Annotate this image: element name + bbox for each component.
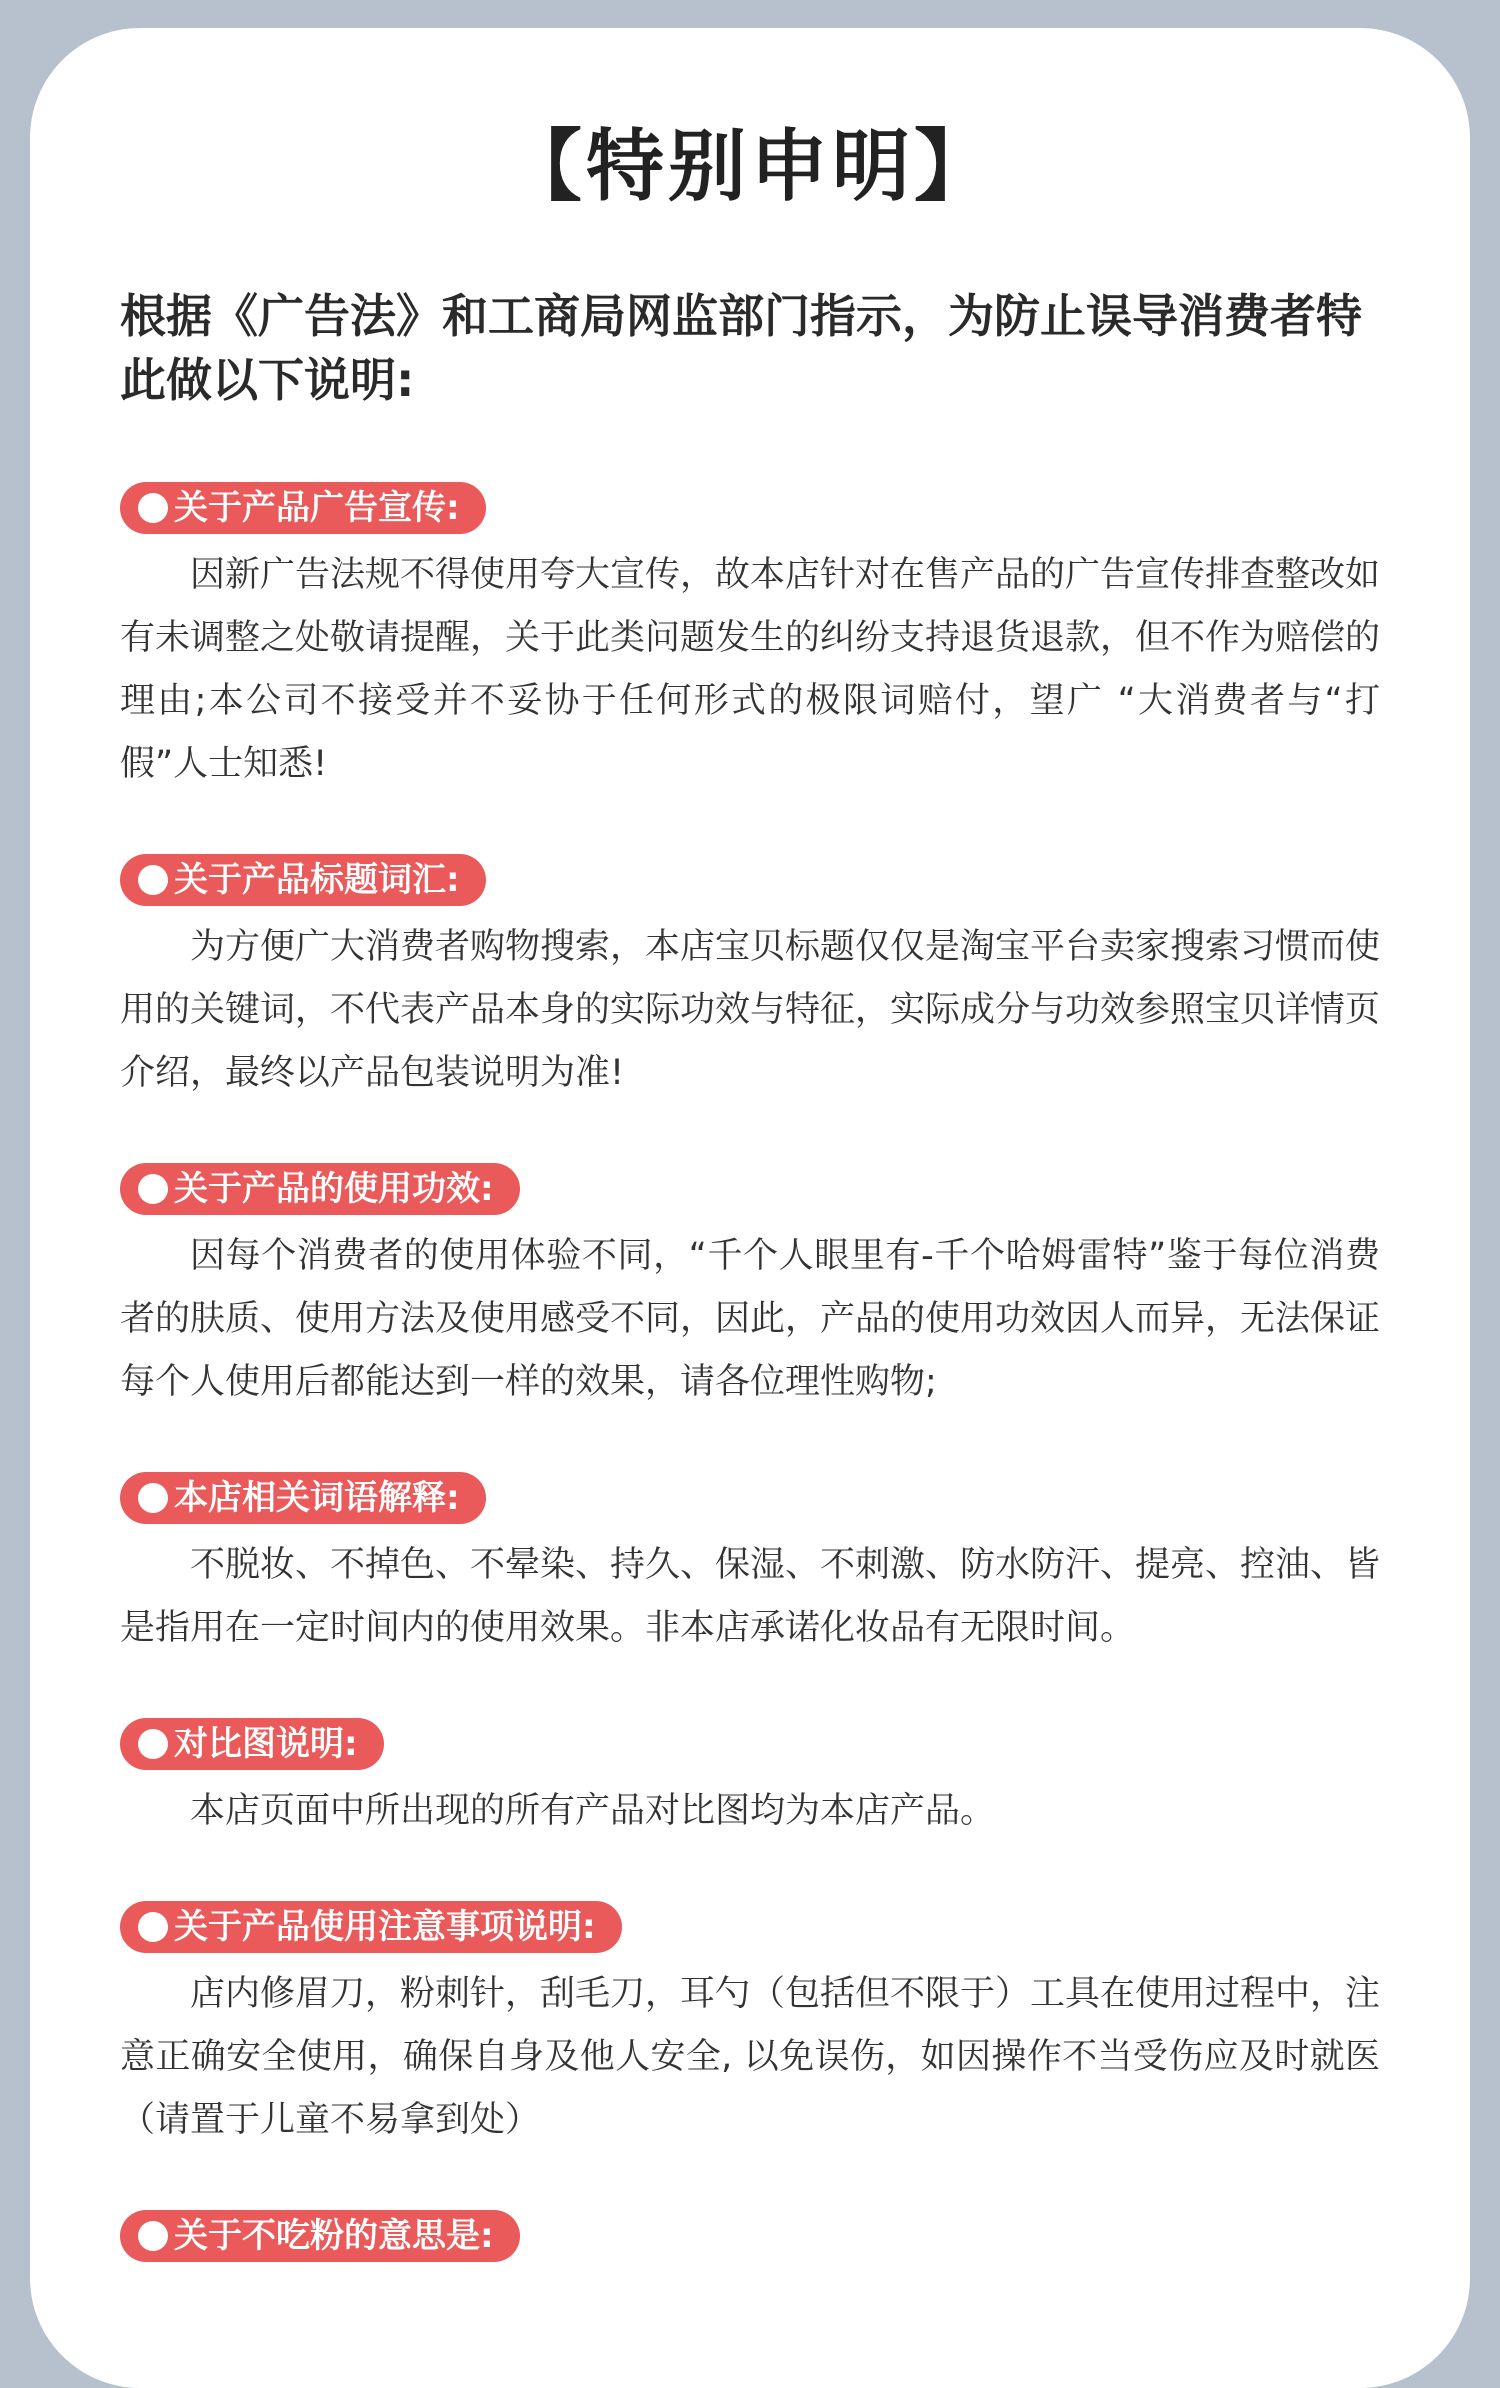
section-heading: 关于产品的使用功效: <box>174 1169 494 1209</box>
section-heading: 关于产品使用注意事项说明: <box>174 1907 596 1947</box>
section-heading: 本店相关词语解释: <box>174 1478 460 1518</box>
section-text: 本店页面中所出现的所有产品对比图均为本店产品。 <box>190 1791 996 1831</box>
bullet-dot-icon <box>138 2221 168 2251</box>
page-title: 【特别申明】 <box>503 122 996 212</box>
section-text: 因新广告法规不得使用夸大宣传，故本店针对在售产品的广告宣传排查整改如有未调整之处敬请提醒，关于此类问题发生的纠纷支持退货退款，但不作为赔偿的理由;本公司不接受并不妥协于任何形式的极限词赔付，望广 “大消费者与“打假”人士知悉! <box>120 555 1381 784</box>
section-heading-badge <box>120 482 486 534</box>
section-usage-effect <box>120 1163 1380 1414</box>
section-ad-promotion <box>120 482 1380 796</box>
section-text: 不脱妆、不掉色、不晕染、持久、保湿、不刺激、防水防汗、提亮、控油、皆是指用在一定时间内的使用效果。非本店承诺化妆品有无限时间。 <box>120 1545 1381 1648</box>
section-text: 因每个消费者的使用体验不同，“千个人眼里有-千个哈姆雷特”鉴于每位消费者的肤质、使用方法及使用感受不同，因此，产品的使用功效因人而异，无法保证每个人使用后都能达到一样的效果，请各位理性购物; <box>120 1236 1381 1402</box>
section-text: 为方便广大消费者购物搜索，本店宝贝标题仅仅是淘宝平台卖家搜索习惯而使用的关键词，不代表产品本身的实际功效与特征，实际成分与功效参照宝贝详情页介绍，最终以产品包装说明为准! <box>120 927 1381 1093</box>
section-heading-badge <box>120 854 486 906</box>
section-heading-badge <box>120 2210 520 2262</box>
section-no-powder-meaning <box>120 2210 1380 2272</box>
section-heading: 对比图说明: <box>174 1724 358 1764</box>
section-title-keywords <box>120 854 1380 1105</box>
section-heading-badge <box>120 1718 384 1770</box>
section-heading-badge <box>120 1163 520 1215</box>
section-heading: 关于产品广告宣传: <box>174 488 460 528</box>
bullet-dot-icon <box>138 1912 168 1942</box>
bullet-dot-icon <box>138 865 168 895</box>
section-text: 店内修眉刀，粉刺针，刮毛刀，耳勺（包括但不限于）工具在使用过程中，注意正确安全使用，确保自身及他人安全, 以免误伤，如因操作不当受伤应及时就医（请置于儿童不易拿到处） <box>120 1974 1381 2140</box>
section-heading-badge <box>120 1472 486 1524</box>
section-heading-badge <box>120 1901 622 1953</box>
section-usage-precautions <box>120 1901 1380 2152</box>
bullet-dot-icon <box>138 493 168 523</box>
section-term-explanation <box>120 1472 1380 1660</box>
bullet-dot-icon <box>138 1483 168 1513</box>
bullet-dot-icon <box>138 1174 168 1204</box>
bullet-dot-icon <box>138 1729 168 1759</box>
section-comparison-images <box>120 1718 1380 1843</box>
notice-card <box>30 28 1470 2388</box>
intro-paragraph: 根据《广告法》和工商局网监部门指示，为防止误导消费者特此做以下说明: <box>120 289 1362 407</box>
section-heading: 关于产品标题词汇: <box>174 860 460 900</box>
section-heading: 关于不吃粉的意思是: <box>174 2216 494 2256</box>
